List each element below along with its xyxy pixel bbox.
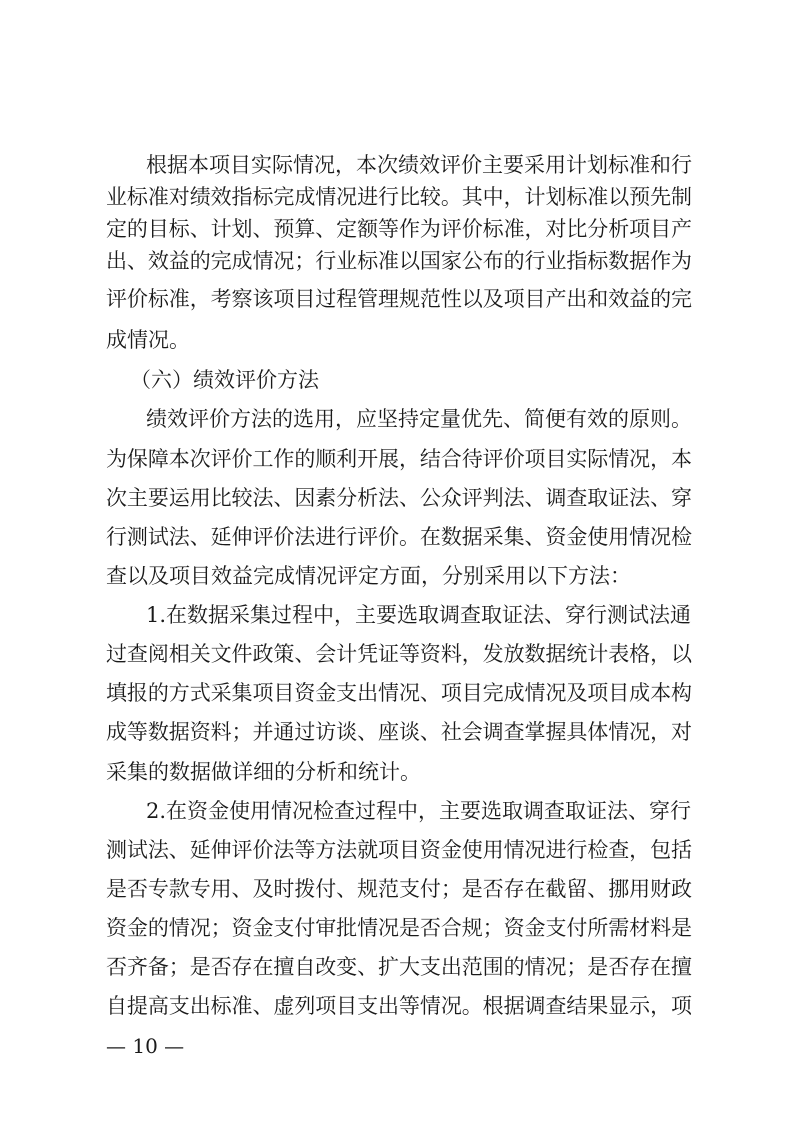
section-heading: （六）绩效评价方法 bbox=[130, 368, 319, 392]
text-line: 填报的方式采集项目资金支出情况、项目完成情况及项目成本构 bbox=[106, 681, 692, 705]
text-line: 查以及项目效益完成情况评定方面，分别采用以下方法： bbox=[106, 564, 631, 588]
text-line: 次主要运用比较法、因素分析法、公众评判法、调查取证法、穿 bbox=[106, 486, 692, 510]
text-line: 绩效评价方法的选用，应坚持定量优先、简便有效的原则。 bbox=[146, 407, 692, 431]
text-line: 过查阅相关文件政策、会计凭证等资料，发放数据统计表格，以 bbox=[106, 642, 692, 666]
text-line: 成等数据资料；并通过访谈、座谈、社会调查掌握具体情况，对 bbox=[106, 720, 692, 744]
text-line: 自提高支出标准、虚列项目支出等情况。根据调查结果显示，项 bbox=[106, 994, 692, 1018]
text-line: 采集的数据做详细的分析和统计。 bbox=[106, 760, 421, 784]
text-line: 1.在数据采集过程中，主要选取调查取证法、穿行测试法通 bbox=[146, 603, 692, 627]
text-line: 行测试法、延伸评价法进行评价。在数据采集、资金使用情况检 bbox=[106, 525, 692, 549]
text-line: 评价标准，考察该项目过程管理规范性以及项目产出和效益的完 bbox=[106, 287, 692, 311]
text-line: 否齐备；是否存在擅自改变、扩大支出范围的情况；是否存在擅 bbox=[106, 955, 692, 979]
text-line: 资金的情况；资金支付审批情况是否合规；资金支付所需材料是 bbox=[106, 916, 692, 940]
text-line: 出、效益的完成情况；行业标准以国家公布的行业指标数据作为 bbox=[106, 249, 692, 273]
text-line: 测试法、延伸评价法等方法就项目资金使用情况进行检查，包括 bbox=[106, 838, 692, 862]
text-line: 为保障本次评价工作的顺利开展，结合待评价项目实际情况，本 bbox=[106, 447, 692, 471]
text-line: 定的目标、计划、预算、定额等作为评价标准，对比分析项目产 bbox=[106, 217, 692, 241]
text-line: 是否专款专用、及时拨付、规范支付；是否存在截留、挪用财政 bbox=[106, 877, 692, 901]
text-line: 根据本项目实际情况，本次绩效评价主要采用计划标准和行 bbox=[146, 153, 692, 177]
page-number: — 10 — bbox=[106, 1034, 185, 1058]
text-line: 业标准对绩效指标完成情况进行比较。其中，计划标准以预先制 bbox=[106, 185, 692, 209]
text-line: 2.在资金使用情况检查过程中，主要选取调查取证法、穿行 bbox=[146, 799, 692, 823]
text-line: 成情况。 bbox=[106, 328, 190, 352]
